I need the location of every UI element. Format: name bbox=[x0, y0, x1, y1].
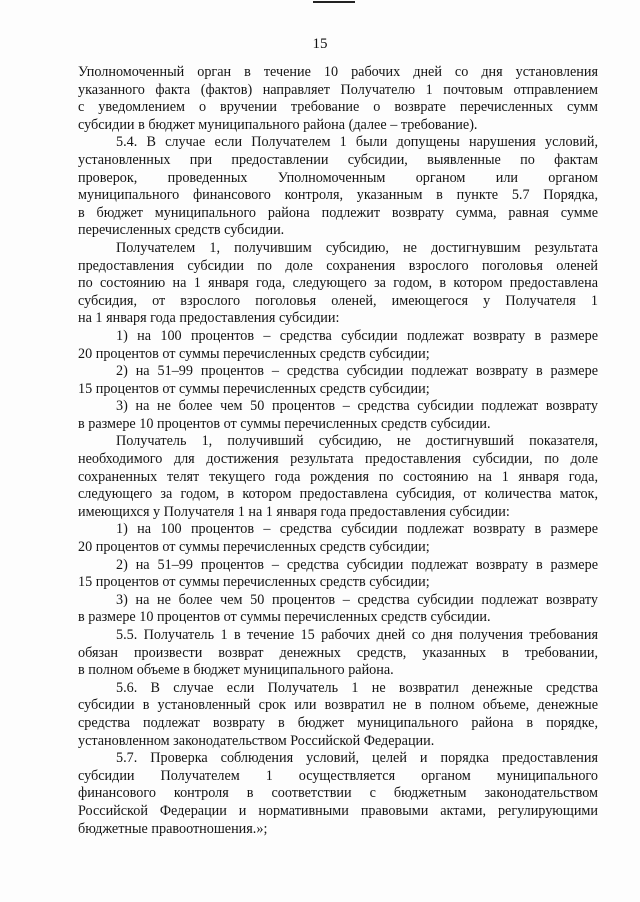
text-line: финансового контроля в соответствии с бюджетным законодательством bbox=[78, 785, 598, 802]
text-line: 5.5. Получатель 1 в течение 15 рабочих дней со дня получения требования bbox=[116, 627, 598, 643]
paragraph-p-calves-2 bbox=[78, 557, 598, 592]
text-line: установленном законодательством Российской Федерации. bbox=[78, 732, 435, 749]
text-line: субсидии Получателем 1 осуществляется органом муниципального bbox=[78, 767, 598, 784]
text-line: 2) на 51–99 процентов – средства субсидии подлежат возврату в размере bbox=[116, 556, 598, 573]
text-line: предоставления субсидии по доле сохранения взрослого поголовья оленей bbox=[78, 257, 598, 274]
text-line: перечисленных средств субсидии. bbox=[78, 222, 285, 239]
text-line: 2) на 51–99 процентов – средства субсидии подлежат возврату в размере bbox=[116, 363, 598, 380]
text-line: муниципального финансового контроля, указанным в пункте 5.7 Порядка, bbox=[78, 187, 598, 204]
paragraph-p-5-7 bbox=[78, 750, 598, 838]
text-line: в полном объеме в бюджет муниципального района. bbox=[78, 662, 394, 679]
text-line: средства подлежат возврату в бюджет муниципального района в порядке, bbox=[78, 714, 598, 731]
text-line: Получатель 1, получивший субсидию, не достигнувший показателя, bbox=[116, 433, 598, 450]
text-line: в бюджет муниципального района подлежит возврату сумма, равная сумме bbox=[78, 204, 598, 221]
paragraph-p-deer bbox=[78, 240, 598, 328]
text-line: сохраненных телят текущего года рождения по состоянию на 1 января года, bbox=[78, 468, 598, 485]
paragraph-p-deer-3 bbox=[78, 398, 598, 433]
text-line: субсидия, от взрослого поголовья оленей, имеющегося у Получателя 1 bbox=[78, 292, 598, 309]
text-line: 15 процентов от суммы перечисленных средств субсидии; bbox=[78, 380, 430, 397]
text-line: в размере 10 процентов от суммы перечисленных средств субсидии. bbox=[78, 415, 491, 432]
text-line: Получателем 1, получившим субсидию, не достигнувшим результата bbox=[116, 239, 598, 256]
paragraph-p-5-6 bbox=[78, 680, 598, 750]
text-line: 15 процентов от суммы перечисленных средств субсидии; bbox=[78, 574, 430, 591]
paragraph-p-deer-1 bbox=[78, 328, 598, 363]
text-line: 1) на 100 процентов – средства субсидии подлежат возврату в размере bbox=[116, 521, 598, 538]
text-line: бюджетные правоотношения.»; bbox=[78, 820, 268, 837]
text-line: имеющихся у Получателя 1 на 1 января года предоставления субсидии: bbox=[78, 503, 510, 520]
text-line: 20 процентов от суммы перечисленных средств субсидии; bbox=[78, 345, 430, 362]
text-line: в размере 10 процентов от суммы перечисленных средств субсидии. bbox=[78, 609, 491, 626]
paragraph-p-calves bbox=[78, 433, 598, 521]
text-line: субсидии в установленный срок или возвратил не в полном объеме, денежные bbox=[78, 697, 598, 714]
paragraph-p-5-4 bbox=[78, 134, 598, 240]
text-line: 3) на не более чем 50 процентов – средства субсидии подлежат возврату bbox=[116, 398, 598, 415]
text-line: 3) на не более чем 50 процентов – средства субсидии подлежат возврату bbox=[116, 591, 598, 608]
text-line: проверок, проведенных Уполномоченным органом или органом bbox=[78, 169, 598, 186]
text-line: с уведомлением о вручении требование о возврате перечисленных сумм bbox=[78, 99, 598, 116]
paragraph-p-calves-3 bbox=[78, 592, 598, 627]
paragraph-p-deer-2 bbox=[78, 363, 598, 398]
page-number: 15 bbox=[312, 36, 328, 52]
paragraph-p-5-5 bbox=[78, 627, 598, 680]
text-line: обязан произвести возврат денежных средств, указанных в требовании, bbox=[78, 644, 598, 661]
paragraph-p-intro bbox=[78, 64, 598, 134]
document-body bbox=[78, 64, 598, 838]
text-line: 1) на 100 процентов – средства субсидии подлежат возврату в размере bbox=[116, 327, 598, 344]
text-line: на 1 января года предоставления субсидии: bbox=[78, 310, 340, 327]
text-line: субсидии в бюджет муниципального района (далее – требование). bbox=[78, 116, 478, 133]
text-line: Уполномоченный орган в течение 10 рабочих дней со дня установления bbox=[78, 64, 598, 80]
text-line: 5.7. Проверка соблюдения условий, целей и порядка предоставления bbox=[116, 750, 598, 767]
text-line: указанного факта (фактов) направляет Получателю 1 почтовым отправлением bbox=[78, 81, 598, 98]
text-line: по состоянию на 1 января года, следующего за годом, в котором предоставлена bbox=[78, 275, 598, 292]
text-line: установленных при предоставлении субсидии, выявленные по фактам bbox=[78, 151, 598, 168]
text-line: необходимого для достижения результата предоставления субсидии, по доле bbox=[78, 451, 598, 468]
text-line: 5.4. В случае если Получателем 1 были допущены нарушения условий, bbox=[116, 134, 598, 151]
paragraph-p-calves-1 bbox=[78, 521, 598, 556]
text-line: 5.6. В случае если Получатель 1 не возвратил денежные средства bbox=[116, 679, 598, 696]
text-line: 20 процентов от суммы перечисленных средств субсидии; bbox=[78, 539, 430, 556]
text-line: следующего за годом, в котором предоставлена субсидия, от количества маток, bbox=[78, 486, 598, 503]
top-edge-mark bbox=[313, 1, 355, 3]
text-line: Российской Федерации и нормативными правовыми актами, регулирующими bbox=[78, 802, 598, 819]
